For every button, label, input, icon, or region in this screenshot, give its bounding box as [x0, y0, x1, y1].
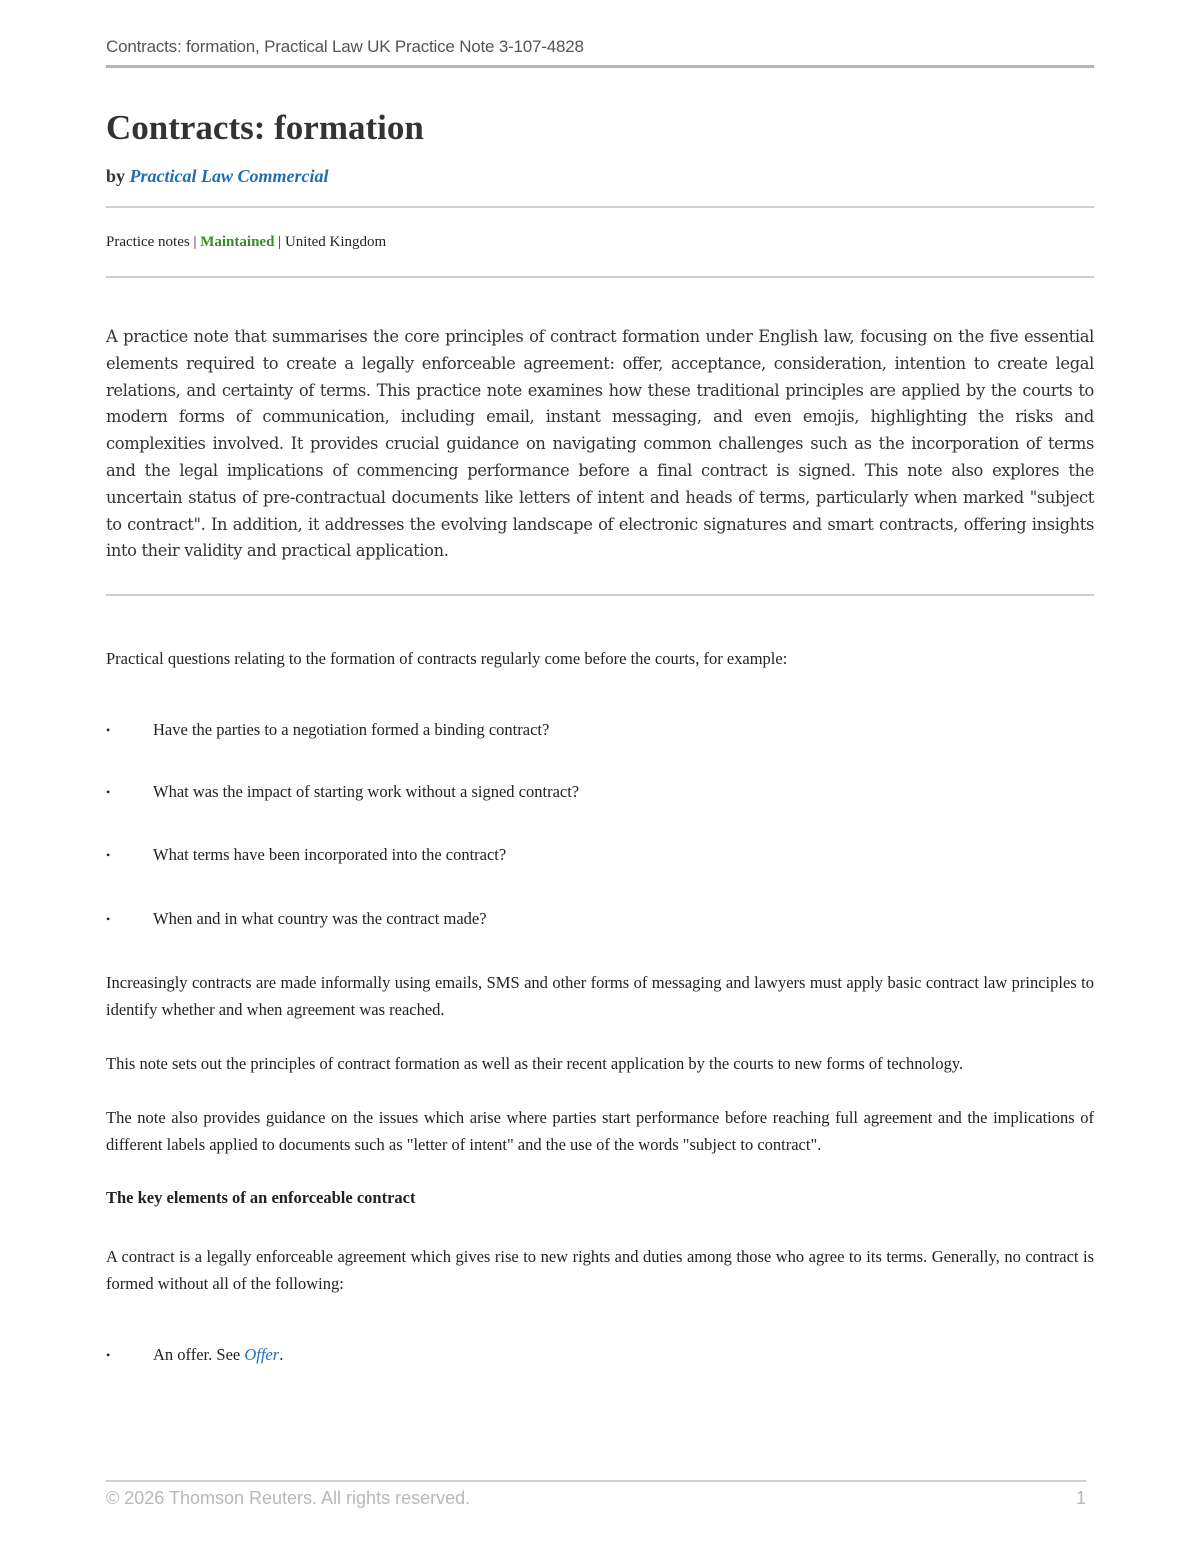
meta-status-badge: Maintained [200, 234, 275, 250]
list-item-text [153, 1344, 283, 1366]
bullet-marker: • [106, 785, 111, 799]
bullet-marker: • [106, 848, 111, 862]
bullet-marker: • [106, 912, 111, 926]
list-item-text: When and in what country was the contract made? [153, 909, 487, 928]
meta-jurisdiction: United Kingdom [284, 234, 387, 250]
meta-separator: | [193, 234, 197, 250]
list-item-text: What was the impact of starting work without a signed contract? [153, 782, 580, 801]
summary-divider [106, 594, 1094, 596]
bullet-marker: • [106, 723, 111, 737]
footer-copyright: © 2026 Thomson Reuters. All rights reserved. [106, 1488, 471, 1508]
byline-divider [106, 206, 1094, 208]
section-heading: The key elements of an enforceable contract [106, 1188, 416, 1207]
intro-paragraph: Practical questions relating to the formation of contracts regularly come before the courts, for example: [106, 649, 788, 668]
footer-divider [106, 1480, 1086, 1482]
element-text: An offer. See [153, 1345, 245, 1364]
paragraph-note-scope: This note sets out the principles of contract formation as well as their recent application by the courts to new forms of technology. [106, 1054, 964, 1073]
header-divider [106, 65, 1094, 68]
byline-prefix: by [106, 166, 126, 186]
running-header-title: Contracts: formation, Practical Law UK Practice Note 3-107-4828 [106, 37, 584, 56]
byline [106, 166, 329, 187]
offer-link[interactable]: Offer [244, 1345, 280, 1364]
meta-separator: | [278, 234, 282, 250]
document-meta [106, 234, 386, 251]
document-summary: A practice note that summarises the core principles of contract formation under English law, focusing on the five essential elements required to create a legally enforceable agreement: offer, acceptance, consideration, intention to create legal relations, and certainty of terms. This practice note examines how these traditional principles are applied by the courts to modern forms of communication, including email, instant messaging, and even emojis, highlighting the risks and complexities involved. It provides crucial guidance on navigating common challenges such as the incorporation of terms and the legal implications of commencing performance before a final contract is signed. This note also explores the uncertain status of pre-contractual documents like letters of intent and heads of terms, particularly when marked "subject to contract". In addition, it addresses the evolving landscape of electronic signatures and smart contracts, offering insights into their validity and practical application. [106, 327, 1094, 561]
meta-type: Practice notes [106, 234, 190, 250]
paragraph-informal-contracts: Increasingly contracts are made informally using emails, SMS and other forms of messaging and lawyers must apply basic contract law principles to identify whether and when agreement was reached. [106, 973, 1094, 1019]
bullet-marker: • [106, 1348, 111, 1362]
paragraph-contract-definition: A contract is a legally enforceable agreement which gives rise to new rights and duties among those who agree to its terms. Generally, no contract is formed without all of the following: [106, 1247, 1094, 1293]
page-number: 1 [1075, 1488, 1086, 1508]
paragraph-note-guidance: The note also provides guidance on the issues which arise where parties start performance before reaching full agreement and the implications of different labels applied to documents such as "letter of intent" and the use of the words "subject to contract". [106, 1108, 1094, 1154]
list-item-text: Have the parties to a negotiation formed a binding contract? [153, 720, 550, 739]
list-item-text: What terms have been incorporated into the contract? [153, 845, 507, 864]
element-suffix: . [279, 1345, 284, 1364]
author-link[interactable]: Practical Law Commercial [129, 166, 329, 186]
meta-divider [106, 276, 1094, 278]
document-title: Contracts: formation [106, 108, 424, 147]
